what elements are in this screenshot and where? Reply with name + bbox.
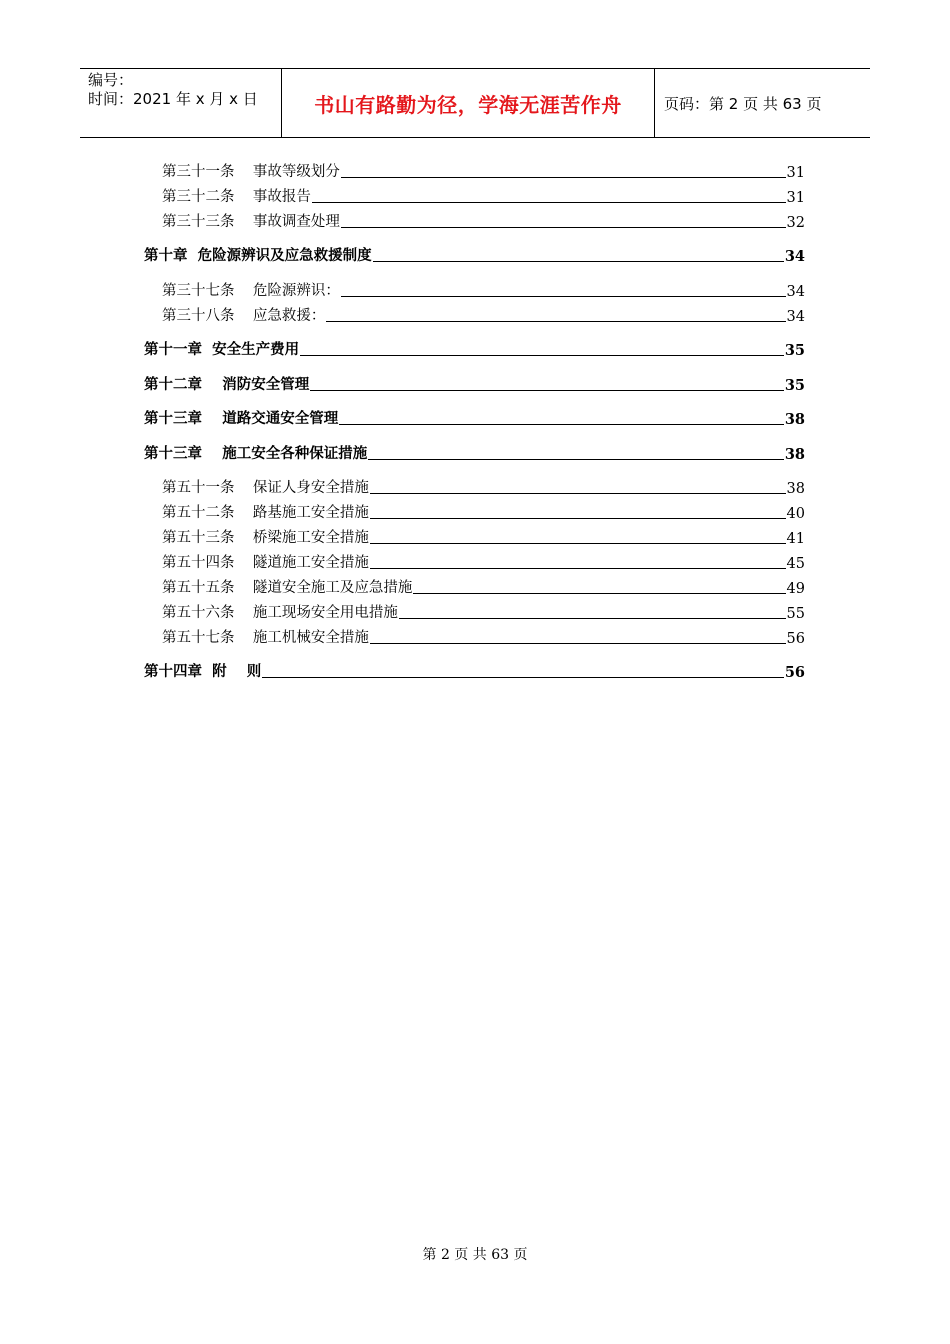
- toc-entry-label: 第十四章 附 则: [144, 663, 262, 680]
- toc-entry-label: 第三十一条 事故等级划分: [162, 164, 340, 180]
- toc-leader-line: [370, 493, 786, 494]
- toc-article-entry[interactable]: [162, 625, 805, 647]
- toc-entry-label: 第五十七条 施工机械安全措施: [162, 630, 369, 646]
- header-meta-cell: [80, 69, 282, 137]
- toc-entry-label: 第十章 危险源辨识及应急救援制度: [144, 247, 372, 264]
- toc-article-entry[interactable]: [162, 209, 805, 231]
- toc-page-number: 35: [784, 377, 805, 394]
- toc-chapter-entry[interactable]: [144, 372, 805, 394]
- toc-entry-label: 第三十三条 事故调查处理: [162, 214, 340, 230]
- toc-entry-label: 第五十三条 桥梁施工安全措施: [162, 530, 369, 546]
- toc-page-number: 34: [786, 309, 805, 325]
- toc-entry-label: 第五十一条 保证人身安全措施: [162, 480, 369, 496]
- document-number-label: 编号：: [88, 71, 134, 89]
- toc-page-number: 49: [786, 581, 805, 597]
- header-page-cell: [655, 69, 870, 137]
- toc-page-number: 41: [786, 531, 805, 547]
- toc-page-number: 56: [786, 631, 805, 647]
- toc-leader-line: [341, 177, 786, 178]
- toc-entry-label: 第五十四条 隧道施工安全措施: [162, 555, 369, 571]
- toc-entry-label: 第三十二条 事故报告: [162, 189, 311, 205]
- header-page-info: 页码：第 2 页 共 63 页: [664, 94, 822, 113]
- header-motto: 书山有路勤为径，学海无涯苦作舟: [314, 92, 622, 117]
- toc-page-number: 40: [786, 506, 805, 522]
- toc-page-number: 31: [786, 165, 805, 181]
- toc-chapter-entry[interactable]: [144, 441, 805, 463]
- toc-leader-line: [300, 355, 784, 356]
- toc-leader-line: [399, 618, 786, 619]
- toc-article-entry[interactable]: [162, 278, 805, 300]
- toc-leader-line: [341, 227, 786, 228]
- toc-article-entry[interactable]: [162, 159, 805, 181]
- toc-leader-line: [339, 424, 784, 425]
- toc-leader-line: [262, 677, 784, 678]
- toc-page-number: 31: [786, 190, 805, 206]
- toc-leader-line: [413, 593, 785, 594]
- toc-leader-line: [326, 321, 785, 322]
- toc-entry-label: 第五十二条 路基施工安全措施: [162, 505, 369, 521]
- toc-leader-line: [370, 568, 786, 569]
- header-motto-cell: [282, 69, 655, 137]
- toc-article-entry[interactable]: [162, 184, 805, 206]
- document-header: [80, 68, 870, 138]
- toc-article-entry[interactable]: [162, 575, 805, 597]
- toc-leader-line: [368, 459, 784, 460]
- toc-page-number: 38: [784, 411, 805, 428]
- toc-page-number: 32: [786, 215, 805, 231]
- toc-entry-label: 第十三章 施工安全各种保证措施: [144, 445, 368, 462]
- toc-entry-label: 第五十六条 施工现场安全用电措施: [162, 605, 398, 621]
- toc-page-number: 38: [784, 446, 805, 463]
- toc-leader-line: [310, 390, 784, 391]
- page-footer: 第 2 页 共 63 页: [422, 1247, 528, 1263]
- toc-article-entry[interactable]: [162, 303, 805, 325]
- toc-page-number: 55: [786, 606, 805, 622]
- toc-page-number: 34: [784, 248, 805, 265]
- toc-article-entry[interactable]: [162, 500, 805, 522]
- toc-entry-label: 第十一章 安全生产费用: [144, 341, 300, 358]
- toc-page-number: 56: [784, 664, 805, 681]
- toc-article-entry[interactable]: [162, 525, 805, 547]
- toc-page-number: 34: [786, 284, 805, 300]
- toc-chapter-entry[interactable]: [144, 406, 805, 428]
- toc-article-entry[interactable]: [162, 600, 805, 622]
- toc-chapter-entry[interactable]: [144, 337, 805, 359]
- toc-entry-label: 第三十七条 危险源辨识：: [162, 283, 340, 299]
- toc-article-entry[interactable]: [162, 475, 805, 497]
- toc-entry-label: 第十三章 道路交通安全管理: [144, 410, 339, 427]
- toc-chapter-entry[interactable]: [144, 243, 805, 265]
- document-time-label: 时间：2021 年 x 月 x 日: [88, 90, 258, 108]
- toc-entry-label: 第五十五条 隧道安全施工及应急措施: [162, 580, 413, 596]
- toc-leader-line: [341, 296, 786, 297]
- toc-page-number: 45: [786, 556, 805, 572]
- toc-chapter-entry[interactable]: [144, 659, 805, 681]
- toc-entry-label: 第三十八条 应急救援：: [162, 308, 326, 324]
- toc-page-number: 38: [786, 481, 805, 497]
- toc-leader-line: [312, 202, 786, 203]
- toc-leader-line: [370, 643, 786, 644]
- toc-entry-label: 第十二章 消防安全管理: [144, 376, 310, 393]
- toc-leader-line: [373, 261, 784, 262]
- toc-page-number: 35: [784, 342, 805, 359]
- toc-leader-line: [370, 518, 786, 519]
- toc-leader-line: [370, 543, 786, 544]
- toc-article-entry[interactable]: [162, 550, 805, 572]
